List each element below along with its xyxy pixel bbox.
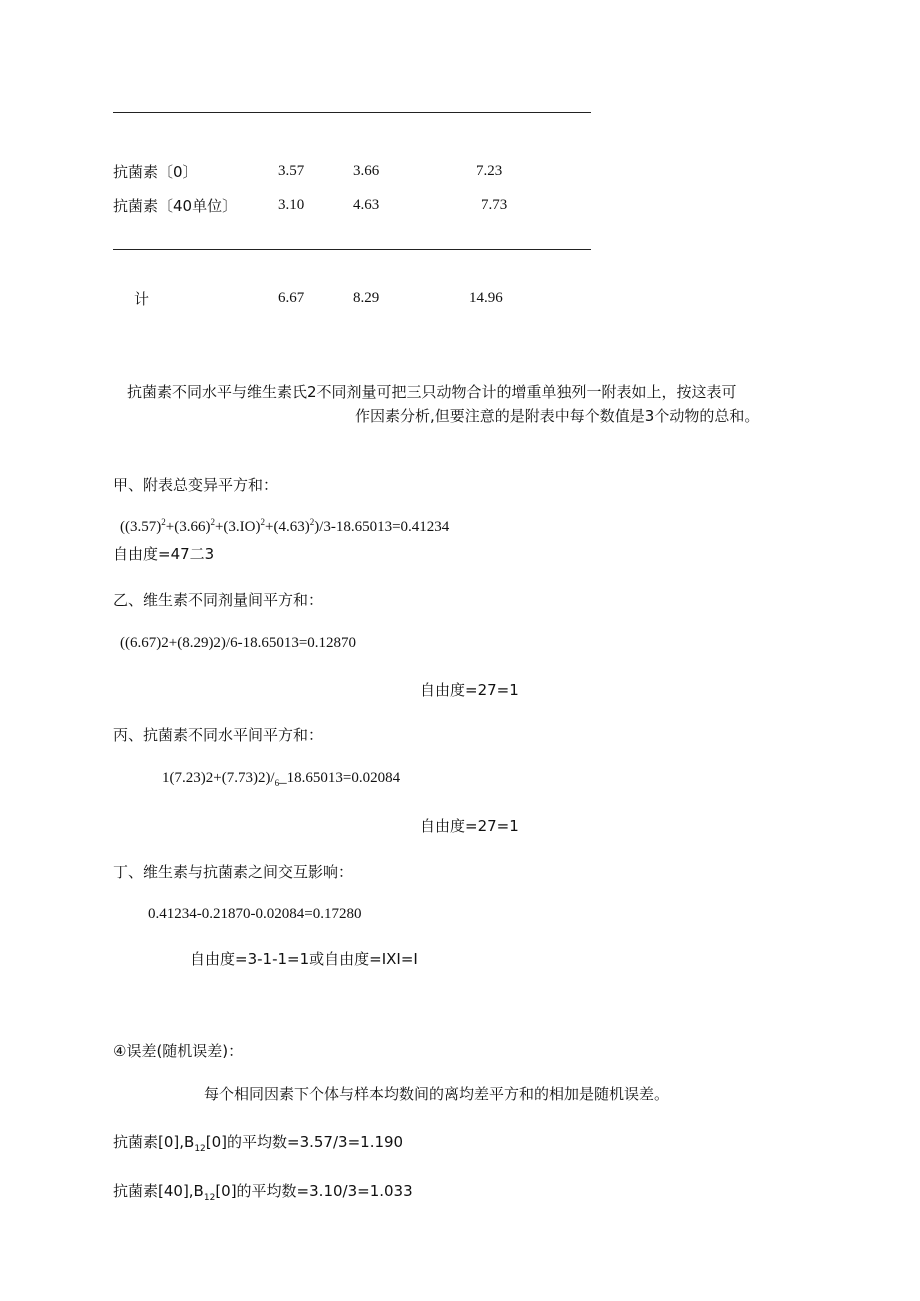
degrees-of-freedom: 自由度=47二3	[113, 545, 215, 563]
table-cell-total: 7.23	[476, 163, 503, 179]
formula: 0.41234-0.21870-0.02084=0.17280	[148, 906, 362, 922]
formula: $1(7.23)2+(7.73)2)/_6\_18.65013=0.02084$	[162, 770, 401, 788]
section-heading: 甲、附表总变异平方和：	[113, 476, 279, 494]
formula: $((3.57)^2+(3.66)^2+(3.IO)^2+(4.63)^2)/3-18.65013=0.41234$	[120, 517, 450, 535]
table-row-label: 抗菌素〔0〕	[113, 163, 198, 181]
section-heading: 乙、维生素不同剂量间平方和：	[113, 591, 324, 609]
table-cell-total: 14.96	[469, 290, 503, 306]
mean-line: 抗菌素$[0],B_{12}[0]$的平均数=3.57/3=1.190	[113, 1133, 404, 1154]
section-heading: ④误差(随机误差)：	[113, 1042, 244, 1060]
table-cell: 3.10	[278, 197, 305, 213]
section-heading: 丙、抗菌素不同水平间平方和：	[113, 726, 324, 744]
table-sum-label: 计	[134, 290, 150, 308]
table-cell: 6.67	[278, 290, 305, 306]
explanation-text: 每个相同因素下个体与样本均数间的离均差平方和的相加是随机误差。	[204, 1085, 670, 1103]
table-cell: 8.29	[353, 290, 380, 306]
table-top-rule	[113, 112, 591, 113]
section-heading: 丁、维生素与抗菌素之间交互影响：	[113, 863, 354, 881]
table-mid-rule	[113, 249, 591, 250]
table-cell: 3.66	[353, 163, 380, 179]
table-cell: 3.57	[278, 163, 305, 179]
table-cell: 4.63	[353, 197, 380, 213]
table-cell-total: 7.73	[481, 197, 508, 213]
mean-line: 抗菌素$[40],B_{12}[0]$的平均数=3.10/3=1.033	[113, 1182, 413, 1203]
paragraph-line: 作因素分析,但要注意的是附表中每个数值是3个动物的总和。	[355, 407, 760, 425]
paragraph-line: 抗菌素不同水平与维生素氏2不同剂量可把三只动物合计的增重单独列一附表如上，按这表可	[127, 383, 737, 401]
table-row-label: 抗菌素〔40单位〕	[113, 197, 238, 215]
formula: ((6.67)2+(8.29)2)/6-18.65013=0.12870	[120, 635, 357, 651]
degrees-of-freedom: 自由度=27=1	[420, 681, 519, 699]
degrees-of-freedom: 自由度=27=1	[420, 817, 519, 835]
degrees-of-freedom: 自由度=3-1-1=1或自由度=IXI=I	[190, 950, 418, 968]
